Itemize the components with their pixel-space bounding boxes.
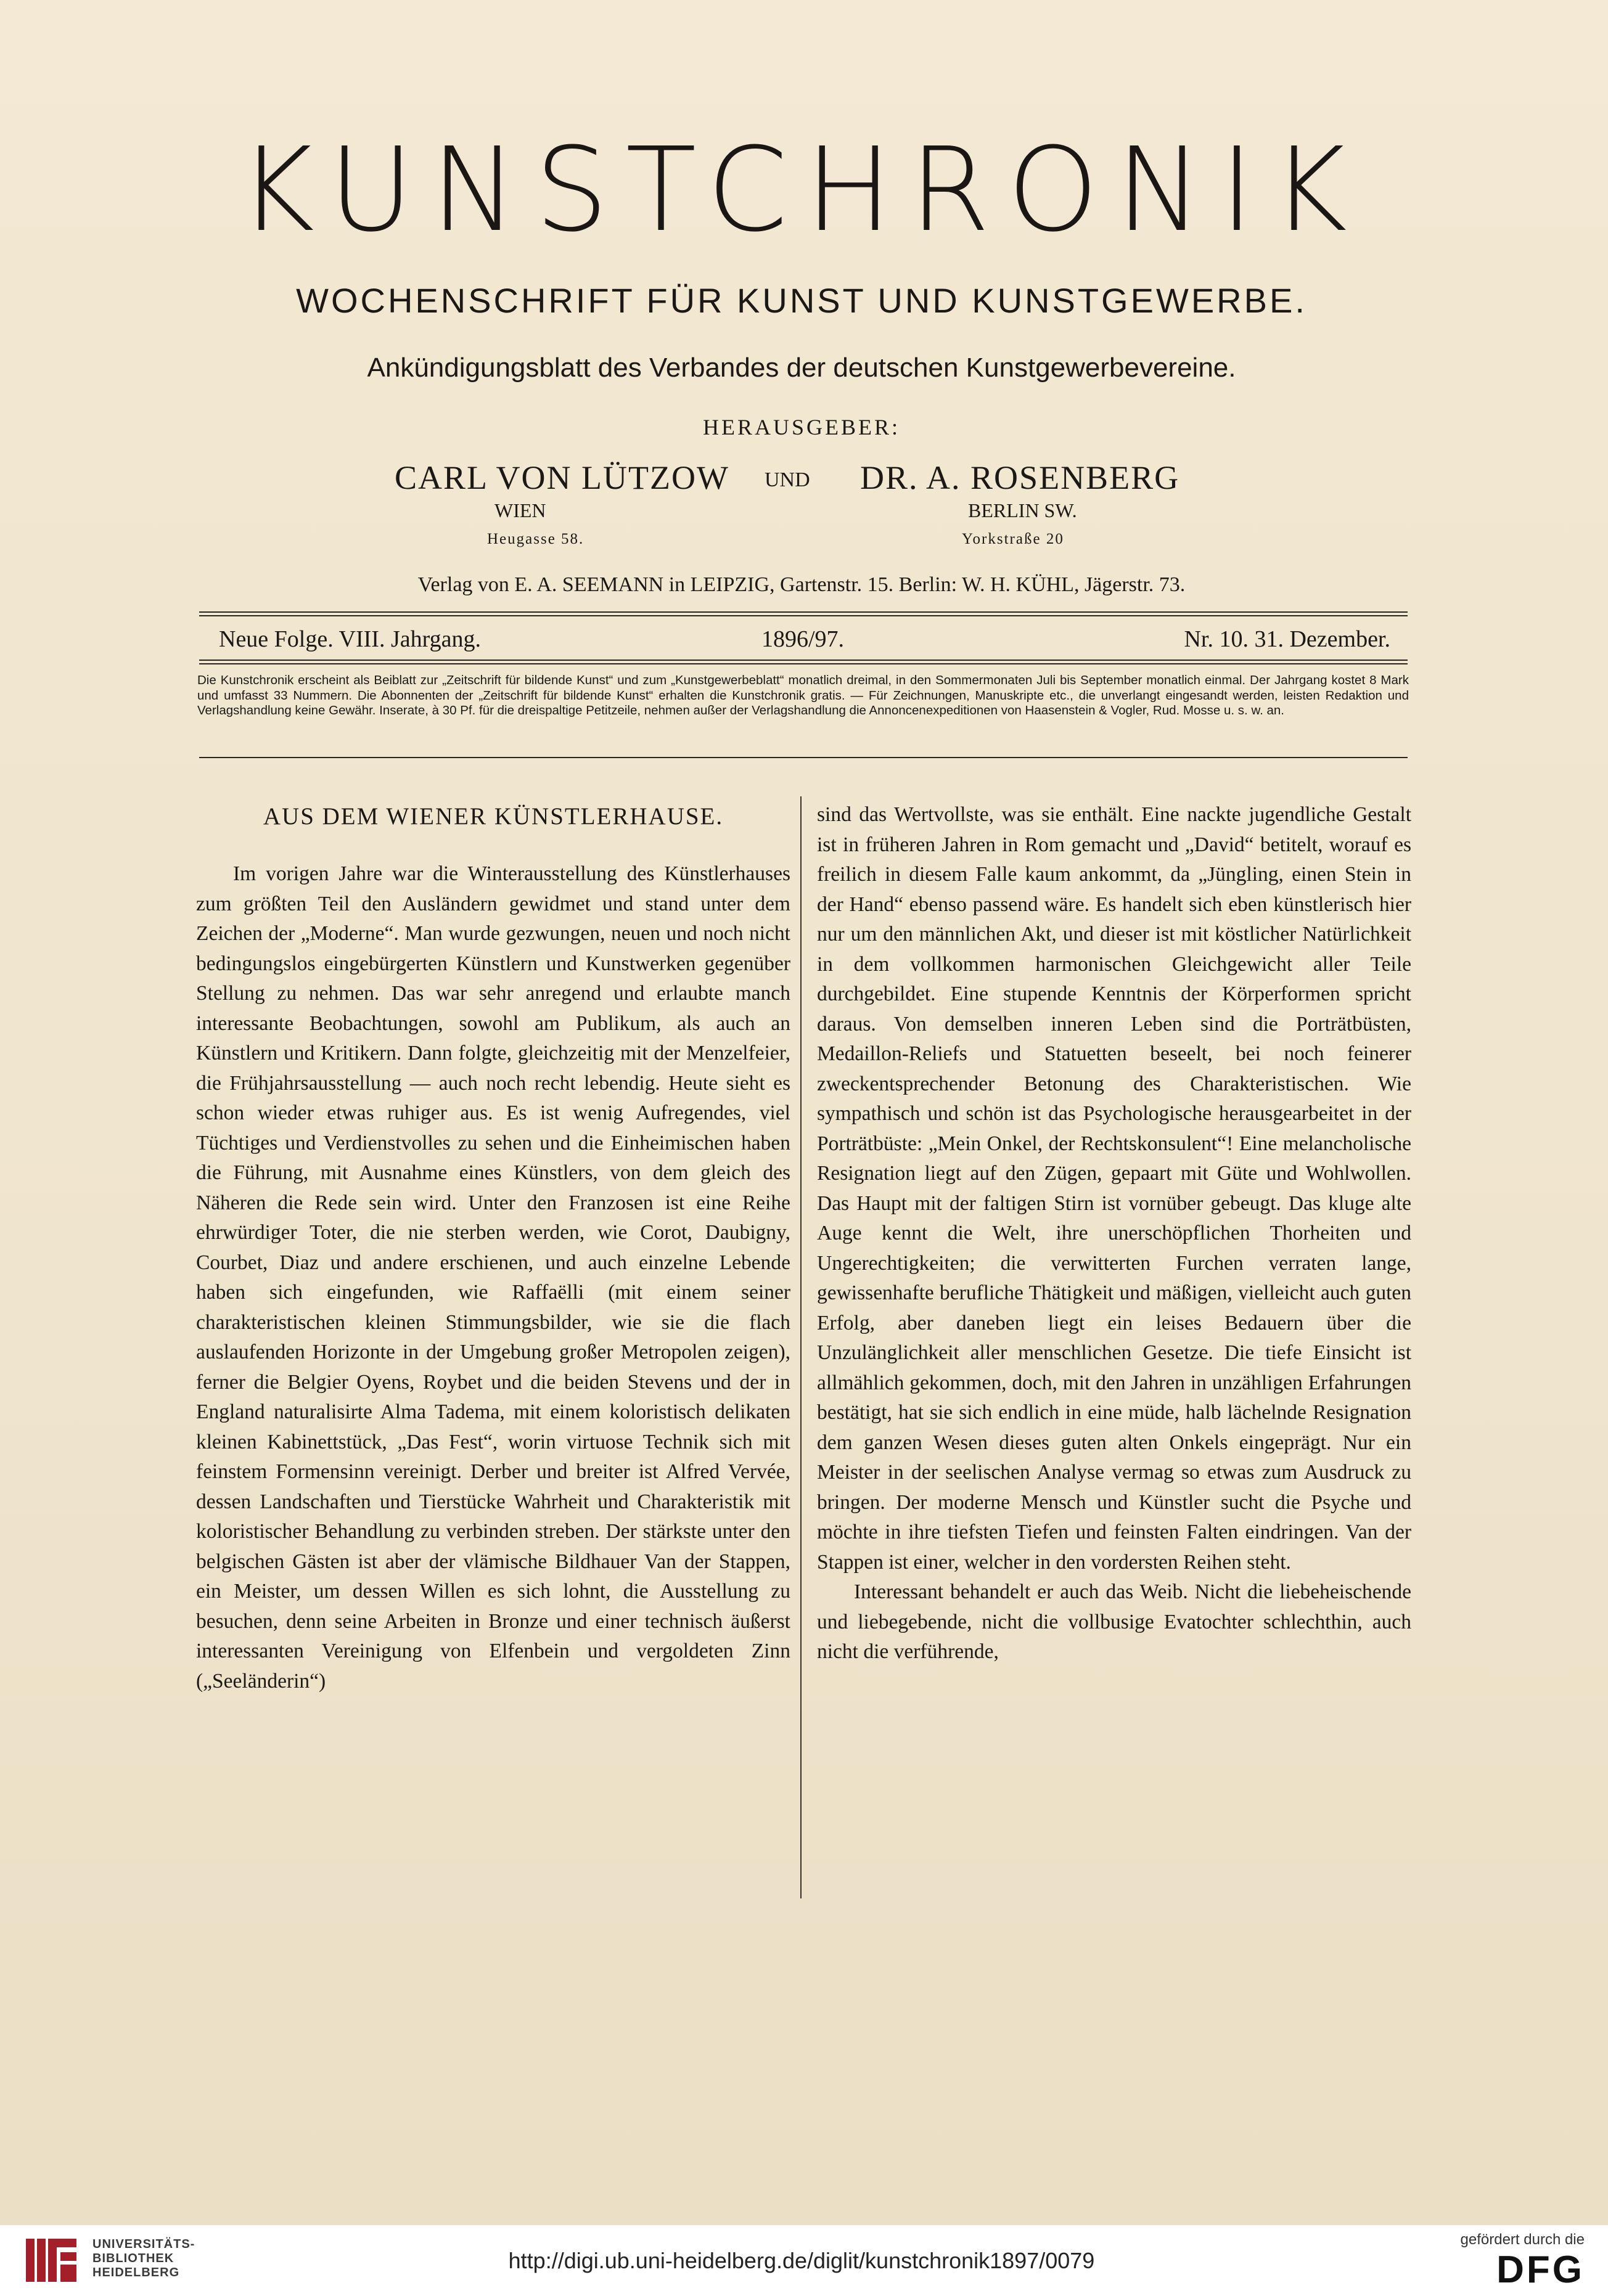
dfg-logo: DFG [1496, 2249, 1585, 2291]
subscription-info-text: Die Kunstchronik erscheint als Beiblatt zur „Zeitschrift für bildende Kunst“ und zum „Kunstgewerbeblatt“ monatlich dreimal, in den Sommermonaten Juli bis September monatlich einmal. Der Jahrgang kostet 8 Mark und umfasst 33 Nummern. Die Abonnenten der „Zeitschrift für bildende Kunst“ erhalten die Kunstchronik gratis. — Für Zeichnungen, Manuskripte etc., die unverlangt eingesandt werden, leisten Redaktion und Verlagshandlung keine Gewähr. Inserate, à 30 Pf. für die dreispaltige Petitzeile, nehmen außer der Verlagshandlung die Annoncenexpeditionen von Haasenstein & Vogler, Rud. Mosse u. s. w. an. [197, 673, 1409, 717]
rule-top-second [199, 615, 1408, 616]
editor-left-name: CARL VON LÜTZOW [395, 459, 729, 496]
rule-middle [199, 660, 1408, 661]
article-column-left [196, 800, 790, 1696]
issue-line [219, 624, 1390, 655]
library-name [92, 2237, 195, 2280]
issue-number: Nr. 10. 31. Dezember. [1184, 626, 1390, 652]
article-paragraph-right-1: sind das Wertvollste, was sie enthält. Eine nackte jugendliche Gestalt ist in früheren Jahren in Rom gemacht und „David“ betitelt, worauf es freilich in diesem Falle kaum ankommt, da „Jüngling, einen Stein in der Hand“ ebenso passend wäre. Es handelt sich eben künstlerisch hier nur um den männlichen Akt, und dieser ist mit köstlicher Natürlichkeit in dem vollkommen harmonischen Gleichgewicht aller Teile durchgebildet. Eine stupende Kenntnis der Körperformen spricht daraus. Von demselben inneren Leben sind die Porträtbüsten, Medaillon-Reliefs und Statuetten beseelt, bei noch feinerer zweckentsprechender Betonung des Charakteristischen. Wie sympathisch und schön ist das Psychologische herausgearbeitet in der Porträtbüste: „Mein Onkel, der Rechtskonsulent“! Eine melancholische Resignation liegt auf den Zügen, gepaart mit Güte und Wohlwollen. Das Haupt mit der faltigen Stirn ist vornüber gebeugt. Das kluge alte Auge kennt die Welt, ihre unerschöpflichen Thorheiten und Ungerechtigkeiten; die verwitterten Furchen verraten lange, gewissenhafte berufliche Thätigkeit und mäßigen, vielleicht auch guten Erfolg, aber daneben liegt ein leises Bedauern über die Unzulänglichkeit aller menschlichen Gesetze. Die tiefe Einsicht ist allmählich gekommen, doch, mit den Jahren in unzähligen Erfahrungen bestätigt, hat sie sich endlich in eine müde, halb lächelnde Resignation dem ganzen Wesen dieses guten alten Onkels eingeprägt. Nur ein Meister in der seelischen Analyse vermag so etwas zum Ausdruck zu bringen. Der moderne Mensch und Künstler sucht die Psyche und möchte in ihre tiefsten Tiefen und feinsten Falten eindringen. Van der Stappen ist einer, welcher in den vordersten Reihen steht. [817, 803, 1411, 1574]
editor-right-city: BERLIN SW. [968, 499, 1077, 521]
article-paragraph-right-2: Interessant behandelt er auch das Weib. Nicht die liebeheischende und liebegebende, nicht die vollbusige Evatochter schlechthin, auch nicht die verführende, [817, 1580, 1411, 1663]
association-notice: Ankündigungsblatt des Verbandes der deutschen Kunstgewerbevereine. [367, 353, 1236, 383]
editor-right-address: Yorkstraße 20 [962, 531, 1064, 547]
editor-right-name: DR. A. ROSENBERG [860, 459, 1180, 496]
digitization-footer [0, 2225, 1608, 2296]
article-paragraph-left: Im vorigen Jahre war die Winterausstellung des Künstlerhauses zum größten Teil den Ausländern gewidmet und stand unter dem Zeichen der „Moderne“. Man wurde gezwungen, neuen und noch nicht bedingungslos eingebürgerten Künstlern und Kunstwerken gegenüber Stellung zu nehmen. Das war sehr anregend und erlaubte manch interessante Beobachtungen, sowohl am Publikum, als auch an Künstlern und Kritikern. Dann folgte, gleichzeitig mit der Menzelfeier, die Frühjahrsausstellung — auch noch recht lebendig. Heute sieht es schon wieder etwas ruhiger aus. Es ist wenig Aufregendes, viel Tüchtiges und Verdienstvolles zu sehen und die Einheimischen haben die Führung, mit Ausnahme eines Künstlers, von dem gleich des Näheren die Rede sein wird. Unter den Franzosen ist eine Reihe ehrwürdiger Toter, die nie sterben werden, wie Corot, Daubigny, Courbet, Diaz und andere erschienen, und auch einzelne Lebende haben sich eingefunden, wie Raffaëlli (mit einem seiner charakteristischen kleinen Stimmungsbilder, wie sie die flach auslaufenden Horizonte in der Umgebung großer Metropolen zeigen), ferner die Belgier Oyens, Roybet und die beiden Stevens und der in England naturalisirte Alma Tadema, mit einem koloristisch delikaten kleinen Kabinettstück, „Das Fest“, worin virtuose Technik sich mit feinstem Formensinn vereinigt. Derber und breiter ist Alfred Vervée, dessen Landschaften und Tierstücke Wahrheit und Charakteristik mit koloristischer Behandlung zu verbinden streben. Der stärkste unter den belgischen Gästen ist aber der vlämische Bildhauer Van der Stappen, ein Meister, um dessen Willen es sich lohnt, die Ausstellung zu besuchen, denn seine Arbeiten in Bronze und einer technisch äußerst interessanten Vereinigung von Elfenbein und vergoldeten Zinn („Seeländerin“) [196, 862, 790, 1693]
rule-top [199, 611, 1408, 613]
publisher-line: Verlag von E. A. SEEMANN in LEIPZIG, Gartenstr. 15. Berlin: W. H. KÜHL, Jägerstr. 73. [417, 573, 1186, 596]
library-name-line-3: HEIDELBERG [92, 2266, 180, 2279]
library-name-line-2: BIBLIOTHEK [92, 2252, 174, 2265]
editor-left-address: Heugasse 58. [487, 531, 585, 547]
journal-title: KUNSTCHRONIK [238, 123, 1365, 258]
permalink-url[interactable]: http://digi.ub.uni-heidelberg.de/diglit/kunstchronik1897/0079 [508, 2248, 1095, 2273]
rule-bottom [199, 757, 1408, 758]
issue-year: 1896/97. [761, 626, 845, 652]
editors-label: HERAUSGEBER: [702, 415, 901, 439]
sponsor-label: gefördert durch die [1460, 2231, 1585, 2248]
subscription-info [197, 673, 1409, 719]
rule-middle-second [199, 663, 1408, 664]
journal-subtitle: WOCHENSCHRIFT FÜR KUNST UND KUNSTGEWERBE. [296, 281, 1307, 320]
library-name-line-1: UNIVERSITÄTS- [92, 2237, 195, 2251]
issue-series: Neue Folge. VIII. Jahrgang. [219, 626, 481, 652]
article-column-right [817, 800, 1411, 1667]
library-logo-icon [22, 2234, 81, 2287]
editor-left-city: WIEN [494, 499, 546, 521]
article-heading: AUS DEM WIENER KÜNSTLERHAUSE. [263, 803, 724, 830]
editor-conjunction: UND [765, 468, 810, 491]
column-divider [800, 796, 802, 1898]
